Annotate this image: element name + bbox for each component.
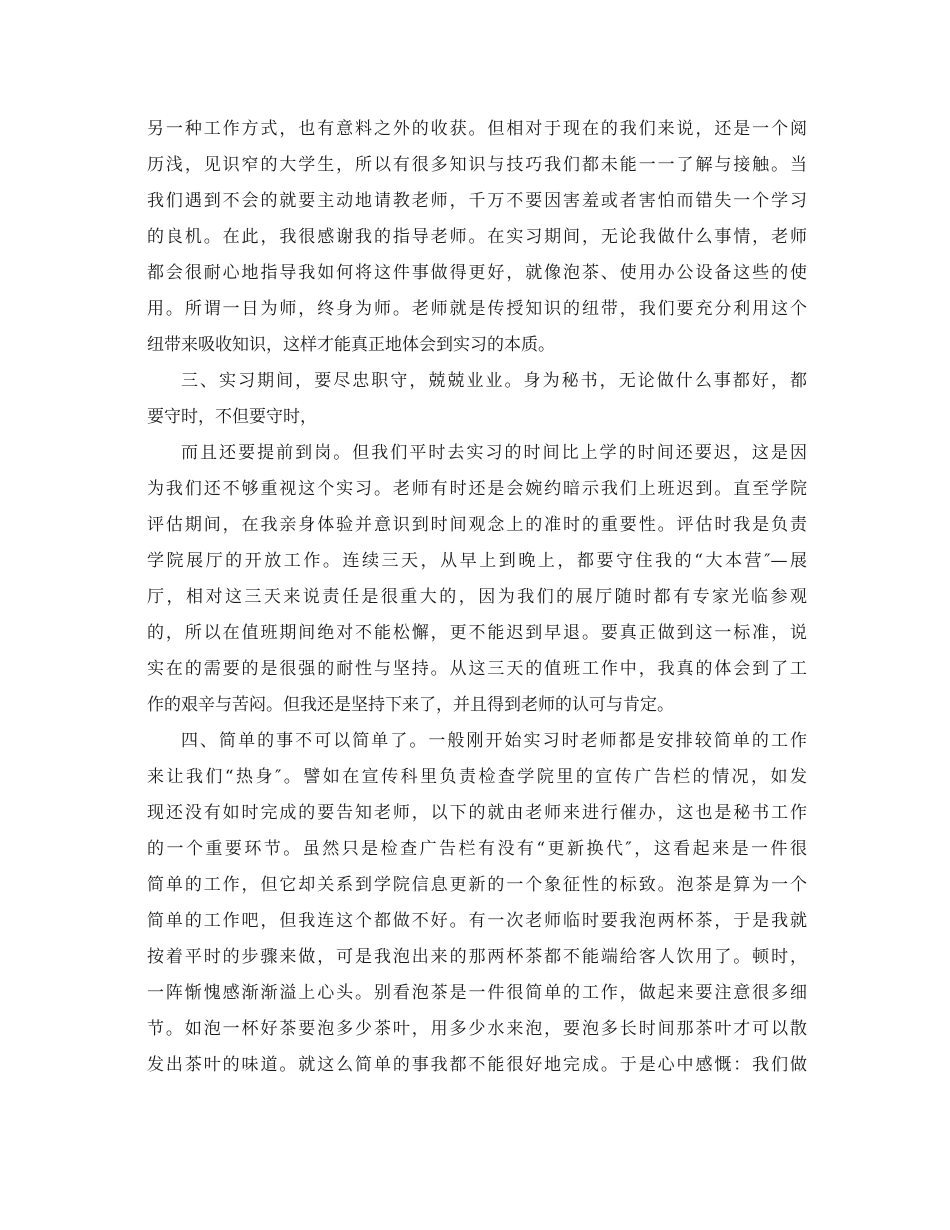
text-line: 发出茶叶的味道。就这么简单的事我都不能很好地完成。于是心中感慨：我们做	[147, 1055, 807, 1075]
body-text	[147, 111, 807, 1083]
text-line: 用。所谓一日为师，终身为师。老师就是传授知识的纽带，我们要充分利用这个	[147, 299, 807, 319]
text-line: 为我们还不够重视这个实习。老师有时还是会婉约暗示我们上班迟到。直至学院	[147, 479, 807, 499]
text-line: 实在的需要的是很强的耐性与坚持。从这三天的值班工作中，我真的体会到了工	[147, 659, 807, 679]
text-line: 一阵惭愧感渐渐溢上心头。别看泡茶是一件很简单的工作，做起来要注意很多细	[147, 983, 807, 1003]
paragraph-start-line: 三、实习期间，要尽忠职守，兢兢业业。身为秘书，无论做什么事都好，都	[181, 371, 807, 391]
paragraph-start-line: 四、简单的事不可以简单了。一般刚开始实习时老师都是安排较简单的工作	[181, 731, 807, 751]
paragraph-start-line: 而且还要提前到岗。但我们平时去实习的时间比上学的时间还要迟，这是因	[181, 443, 807, 463]
text-line: 按着平时的步骤来做，可是我泡出来的那两杯茶都不能端给客人饮用了。顿时，	[147, 947, 807, 967]
text-line: 的一个重要环节。虽然只是检查广告栏有没有“更新换代″，这看起来是一件很	[147, 839, 807, 859]
text-line: 历浅，见识窄的大学生，所以有很多知识与技巧我们都未能一一了解与接触。当	[147, 155, 807, 175]
text-line: 简单的工作，但它却关系到学院信息更新的一个象征性的标致。泡茶是算为一个	[147, 875, 807, 895]
text-line: 评估期间，在我亲身体验并意识到时间观念上的准时的重要性。评估时我是负责	[147, 515, 807, 535]
text-line: 要守时，不但要守时，	[147, 407, 317, 427]
text-line: 简单的工作吧，但我连这个都做不好。有一次老师临时要我泡两杯茶，于是我就	[147, 911, 807, 931]
text-line: 来让我们“热身″。譬如在宣传科里负责检查学院里的宣传广告栏的情况，如发	[147, 767, 807, 787]
text-line: 现还没有如时完成的要告知老师，以下的就由老师来进行催办，这也是秘书工作	[147, 803, 807, 823]
text-line: 的，所以在值班期间绝对不能松懈，更不能迟到早退。要真正做到这一标准，说	[147, 623, 807, 643]
text-line: 学院展厅的开放工作。连续三天，从早上到晚上，都要守住我的“大本营″—展	[147, 551, 807, 571]
text-line: 纽带来吸收知识，这样才能真正地体会到实习的本质。	[147, 335, 555, 355]
text-line: 节。如泡一杯好茶要泡多少茶叶，用多少水来泡，要泡多长时间那茶叶才可以散	[147, 1019, 807, 1039]
text-line: 作的艰辛与苦闷。但我还是坚持下来了，并且得到老师的认可与肯定。	[147, 695, 674, 715]
text-line: 厅，相对这三天来说责任是很重大的，因为我们的展厅随时都有专家光临参观	[147, 587, 807, 607]
text-line: 另一种工作方式，也有意料之外的收获。但相对于现在的我们来说，还是一个阅	[147, 119, 807, 139]
text-line: 都会很耐心地指导我如何将这件事做得更好，就像泡茶、使用办公设备这些的使	[147, 263, 807, 283]
text-line: 的良机。在此，我很感谢我的指导老师。在实习期间，无论我做什么事情，老师	[147, 227, 807, 247]
text-line: 我们遇到不会的就要主动地请教老师，千万不要因害羞或者害怕而错失一个学习	[147, 191, 807, 211]
